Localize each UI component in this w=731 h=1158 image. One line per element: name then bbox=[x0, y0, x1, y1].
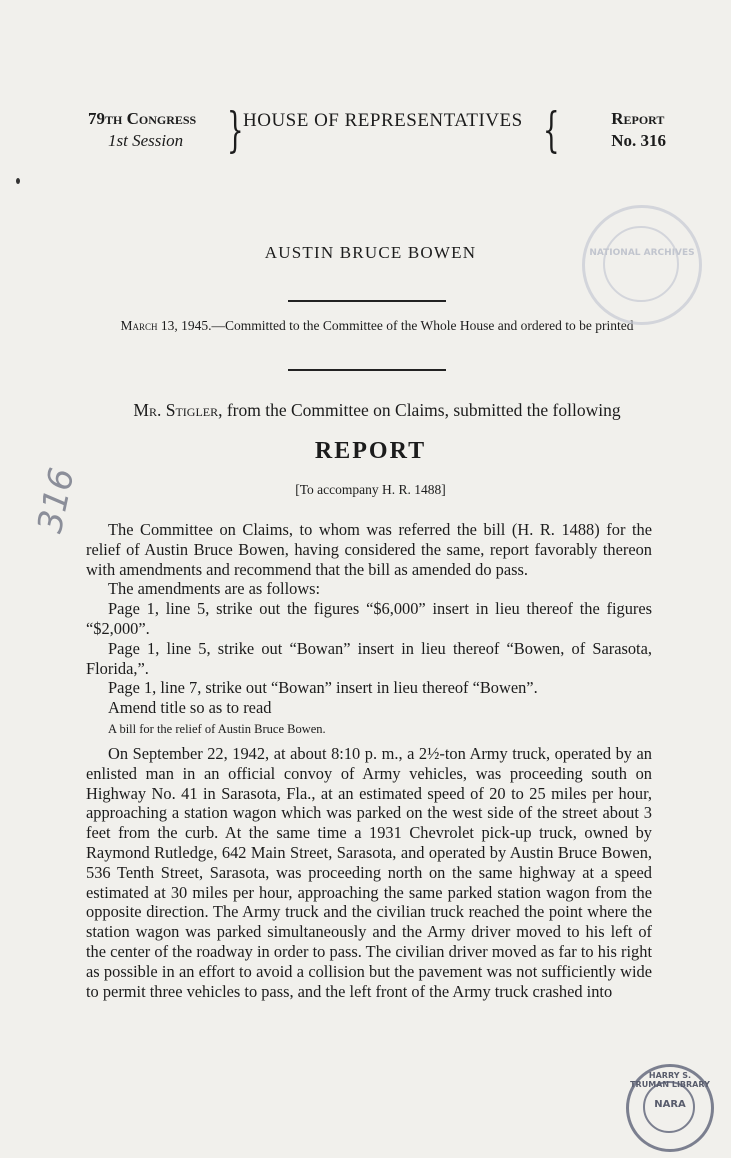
accompany-note: [To accompany H. R. 1488] bbox=[295, 482, 446, 497]
document-title: AUSTIN BRUCE BOWEN bbox=[264, 243, 477, 262]
paragraph: Page 1, line 5, strike out “Bowan” insert in lieu thereof “Bowen, of Sarasota, Florida,”. bbox=[86, 638, 652, 678]
stamp-center-text: NARA bbox=[654, 1099, 686, 1110]
archive-stamp-faded bbox=[582, 205, 702, 325]
session-label: 1st Session bbox=[108, 131, 184, 150]
report-number-block bbox=[611, 108, 666, 152]
congress-label: 79th Congress bbox=[88, 109, 197, 128]
paragraph: Page 1, line 5, strike out the figures “$6,000” insert in lieu thereof the figures “$2,000”. bbox=[86, 599, 652, 638]
stamp-ring-text: HARRY S. TRUMAN LIBRARY bbox=[630, 1071, 710, 1089]
paragraph: Page 1, line 7, strike out “Bowan” insert in lieu thereof “Bowen”. bbox=[108, 678, 538, 698]
chamber-title: HOUSE OF REPRESENTATIVES bbox=[243, 110, 523, 131]
committed-date: March 13, 1945. bbox=[120, 318, 212, 333]
report-body bbox=[86, 520, 652, 1001]
narrative-paragraph: On September 22, 1942, at about 8:10 p. m., a 2½-ton Army truck, operated by an enlisted man in an official convoy of Army vehicles, was proceeding south on Highway No. 41 in Sarasota, Fla., at an estimated speed of 20 to 25 miles per hour, approaching a station wagon which was parked on the west side of the street about 3 feet from the curb. At the same time a 1931 Chevrolet pick-up truck, owned by Raymond Rutledge, 642 Main Street, Sarasota, and operated by Austin Bruce Bowen, 536 Tenth Street, Sarasota, was proceeding north on the same highway at a speed estimated at 30 miles per hour, approaching the same parked station wagon from the opposite direction. The Army truck and the civilian truck reached the point where the station wagon was parked simultaneously and the Army driver moved to his left of the center of the roadway in order to pass. The civilian driver moved as far to his right as possible in an effort to avoid a collision but the pavement was not sufficiently wide to permit three vehicles to pass, and the left front of the Army truck crashed into bbox=[86, 743, 652, 1001]
paragraph: The amendments are as follows: bbox=[108, 579, 321, 599]
handwritten-margin-note: 316 bbox=[30, 464, 83, 537]
report-label: Report bbox=[611, 109, 665, 128]
stamp-top-text: NATIONAL ARCHIVES bbox=[589, 248, 695, 258]
report-number: No. 316 bbox=[611, 131, 666, 150]
paragraph: Amend title so as to read bbox=[108, 698, 272, 718]
right-brace-icon: } bbox=[226, 102, 244, 158]
divider-top bbox=[288, 300, 446, 302]
left-brace-icon: { bbox=[542, 102, 560, 158]
submitted-text: from the Committee on Claims, submitted the following bbox=[222, 400, 621, 420]
report-header bbox=[88, 102, 666, 158]
report-heading: REPORT bbox=[314, 438, 427, 464]
divider-bottom bbox=[288, 369, 446, 371]
committed-notice bbox=[88, 317, 666, 335]
truman-library-stamp bbox=[626, 1064, 714, 1152]
bill-title: A bill for the relief of Austin Bruce Bowen. bbox=[108, 721, 326, 736]
submitted-line bbox=[88, 400, 666, 421]
congress-session bbox=[88, 108, 196, 152]
ink-speck bbox=[16, 178, 20, 184]
paragraph: The Committee on Claims, to whom was referred the bill (H. R. 1488) for the relief of Austin Bruce Bowen, having considered the same, report favorably thereon with amendments and recommend that the bill as amended do pass. bbox=[86, 520, 652, 579]
committed-text: —Committed to the Committee of the Whole House and ordered to be printed bbox=[211, 318, 634, 333]
submitter-name: Mr. Stigler, bbox=[133, 400, 223, 420]
